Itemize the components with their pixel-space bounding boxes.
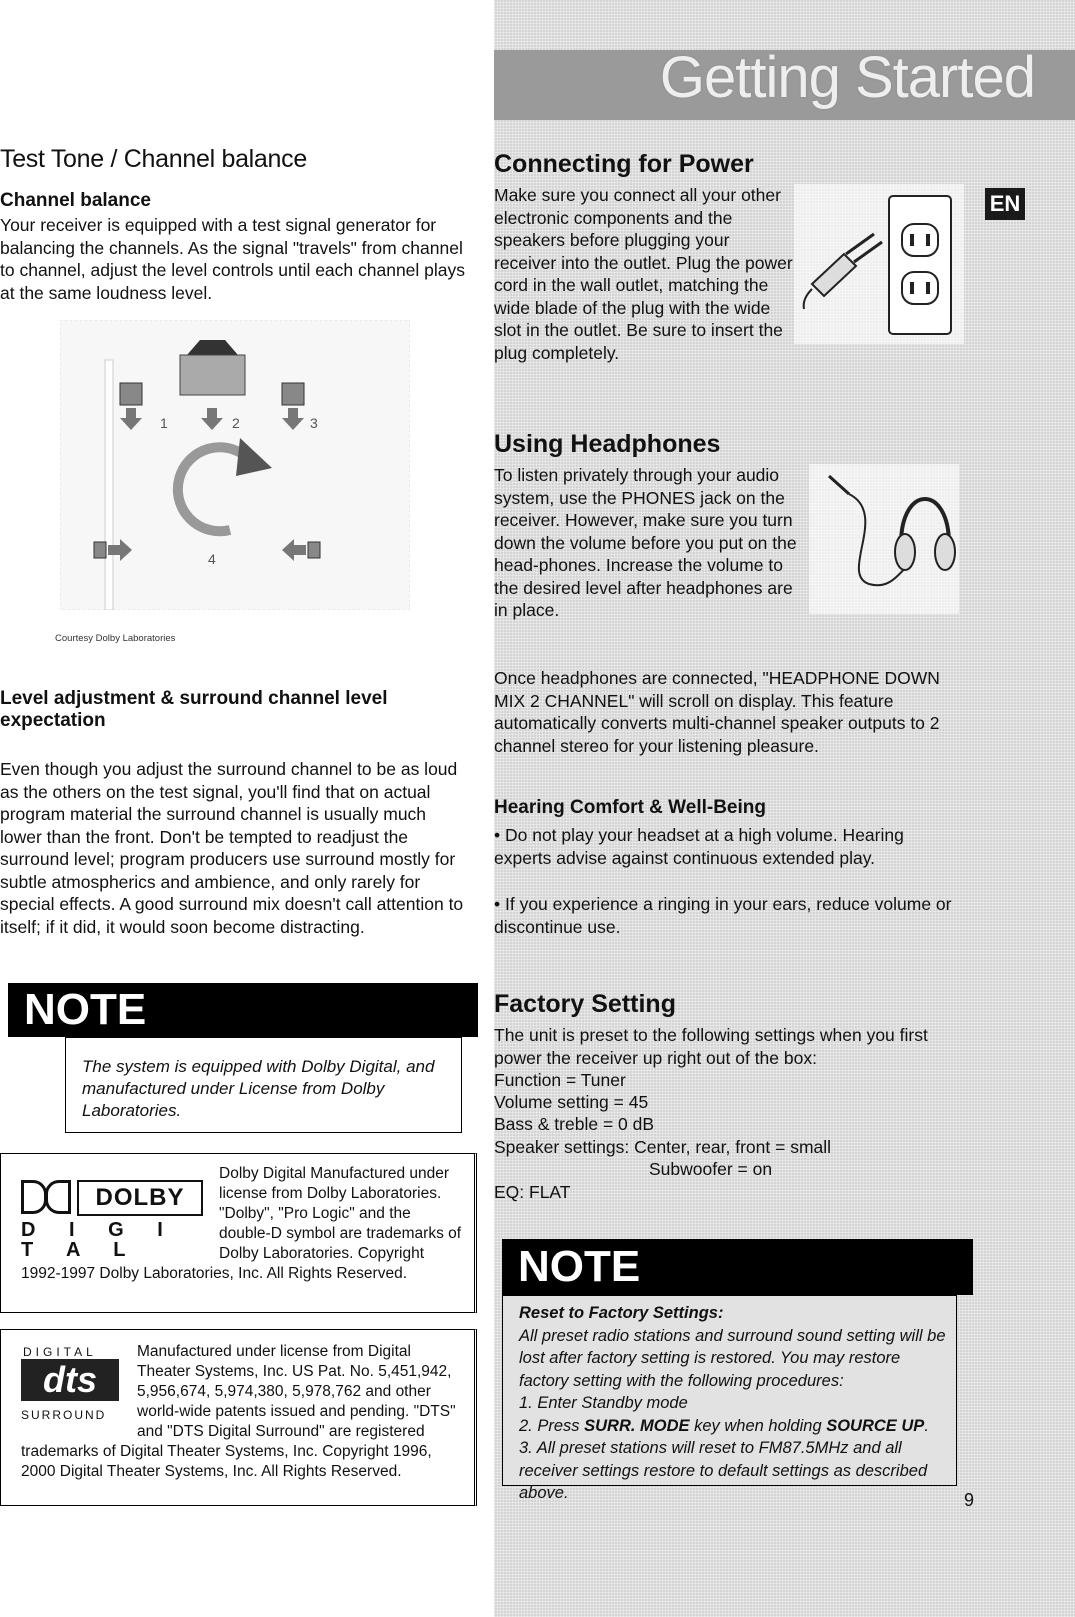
dts-logo-bottom: SURROUND xyxy=(21,1408,107,1422)
reset-note-box xyxy=(502,1295,957,1502)
right-speaker xyxy=(282,383,304,405)
dts-logo xyxy=(21,1342,129,1426)
power-heading: Connecting for Power xyxy=(494,150,754,178)
dolby-license-box xyxy=(0,1153,477,1313)
page-section-title: Test Tone / Channel balance xyxy=(0,145,307,173)
diagram-caption: Courtesy Dolby Laboratories xyxy=(55,633,176,644)
level-adjust-body: Even though you adjust the surround channel to be as loud as the others on the test signal, you'll find that on actual program material the surround channel is usually much lower than the front. Don't be tempted to readjust the surround level; program producers use surround mostly for subtle atmospherics and ambience, and only rarely for special effects. A good surround mix doesn't call attention to itself; if it did, it would soon become distracting. xyxy=(0,759,464,937)
dts-license-box xyxy=(0,1329,477,1506)
ear-cup-left xyxy=(895,534,915,570)
slot-1 xyxy=(910,234,914,246)
right-column xyxy=(494,0,1075,1617)
outlet-plate xyxy=(889,196,951,334)
factory-line-speakers: Speaker settings: Center, rear, front = small xyxy=(494,1137,832,1157)
power-outlet-illustration xyxy=(794,184,964,344)
channel-balance-body: Your receiver is equipped with a test signal generator for balancing the channels. As the signal "travels" from channel to channel, adjust the level controls until each channel plays at the same loudness level. xyxy=(0,215,466,303)
dolby-logo xyxy=(21,1164,211,1261)
factory-line-volume: Volume setting = 45 xyxy=(494,1092,649,1112)
power-body: Make sure you connect all your other electronic components and the speakers before plugging your receiver into the outlet. Plug the power cord in the wall outlet, matching the wide blade of the plug with the wide slot in the outlet. Be sure to insert the plug completely. xyxy=(494,185,793,363)
diagram-label-1: 1 xyxy=(160,415,168,431)
factory-intro: The unit is preset to the following settings when you first power the receiver up right out of the box: xyxy=(494,1025,928,1068)
language-badge: EN xyxy=(985,188,1025,220)
factory-line-function: Function = Tuner xyxy=(494,1070,626,1090)
dts-logo-top: DIGITAL xyxy=(23,1345,97,1359)
factory-line-eq: EQ: FLAT xyxy=(494,1182,571,1202)
reset-note-step-3: 3. All preset stations will reset to FM87.5MHz and all receiver settings restore to default settings as described above. xyxy=(519,1439,928,1502)
factory-heading: Factory Setting xyxy=(494,990,676,1018)
reset-note-label: NOTE xyxy=(502,1239,973,1295)
dts-logo-mid: dts xyxy=(21,1359,119,1401)
diagram-label-3: 3 xyxy=(310,415,318,431)
headphones-heading: Using Headphones xyxy=(494,430,721,458)
comfort-bullet-1: • Do not play your headset at a high volume. Hearing experts advise against continuous extended play. xyxy=(494,825,904,868)
reset-note-line-1: All preset radio stations and surround sound setting will be lost after factory setting is restored. You may restore factory setting with the following procedures: xyxy=(519,1326,946,1390)
dts-license-text: Manufactured under license from Digital Theater Systems, Inc. US Pat. No. 5,451,942, 5,956,674, 5,974,380, 5,978,762 and other world-wide patents issued and pending. "DTS" and "DTS Digital Surround" are registered trademarks of Digital Theater Systems, Inc. Copyright 1996, 2000 Digital Theater Systems, Inc. All Rights Reserved. xyxy=(21,1343,456,1480)
note-box xyxy=(65,1037,462,1133)
dolby-word: DOLBY xyxy=(77,1180,203,1216)
reset-note-step-1: 1. Enter Standby mode xyxy=(519,1394,688,1412)
center-speaker xyxy=(180,355,245,395)
slot-3 xyxy=(910,282,914,294)
illustration-bg xyxy=(809,464,959,614)
rear-right-speaker xyxy=(308,542,320,558)
note-label: NOTE xyxy=(8,983,478,1037)
left-column xyxy=(0,0,490,1617)
level-adjust-heading: Level adjustment & surround channel level expectation xyxy=(0,688,388,731)
dolby-d-right xyxy=(45,1180,71,1214)
dolby-digital-word: D I G I T A L xyxy=(21,1219,177,1261)
step-2-text-a: 2. Press xyxy=(519,1416,585,1435)
comfort-bullet-2: • If you experience a ringing in your ears, reduce volume or discontinue use. xyxy=(494,894,952,937)
page-number: 9 xyxy=(964,1490,975,1510)
factory-line-subwoofer: Subwoofer = on xyxy=(649,1159,773,1179)
diagram-label-4: 4 xyxy=(208,551,216,567)
note-text: The system is equipped with Dolby Digital, and manufactured under License from Dolby Laboratories. xyxy=(82,1057,435,1120)
channel-balance-heading: Channel balance xyxy=(0,190,151,211)
left-speaker xyxy=(120,383,142,405)
diagram-label-2: 2 xyxy=(232,415,240,431)
headphones-body-2: Once headphones are connected, "HEADPHONE DOWN MIX 2 CHANNEL" will scroll on display. This feature automatically converts multi-channel speaker outputs to 2 channel stereo for your listening pleasure. xyxy=(494,668,940,756)
step-2-text-c: key when holding xyxy=(689,1416,827,1435)
source-up-key: SOURCE UP xyxy=(826,1416,925,1435)
reset-note-heading: Reset to Factory Settings: xyxy=(519,1304,724,1322)
slot-2 xyxy=(926,234,930,246)
dolby-license-text: Dolby Digital Manufactured under license from Dolby Laboratories. "Dolby", "Pro Logic" and the double-D symbol are trademarks of Dolby Laboratories. Copyright 1992-1997 Dolby Laboratories, Inc. All Rights Reserved. xyxy=(21,1165,462,1282)
ear-cup-right xyxy=(935,534,955,570)
comfort-heading: Hearing Comfort & Well-Being xyxy=(494,797,766,818)
speaker-diagram xyxy=(60,320,410,610)
headphones-illustration xyxy=(809,464,959,614)
step-2-text-e: . xyxy=(924,1416,929,1435)
slot-4 xyxy=(926,282,930,294)
section-title: Getting Started xyxy=(659,45,1035,110)
reset-note-step-2 xyxy=(519,1415,946,1438)
dolby-d-left xyxy=(21,1180,47,1214)
diagram-pole xyxy=(105,360,113,610)
headphones-body: To listen privately through your audio system, use the PHONES jack on the receiver. However, make sure you turn down the volume before you put on the head-phones. Increase the volume to the desired level after headphones are in place. xyxy=(494,465,797,620)
factory-line-bass: Bass & treble = 0 dB xyxy=(494,1114,655,1134)
rear-left-speaker xyxy=(94,542,106,558)
surr-mode-key: SURR. MODE xyxy=(584,1416,690,1435)
